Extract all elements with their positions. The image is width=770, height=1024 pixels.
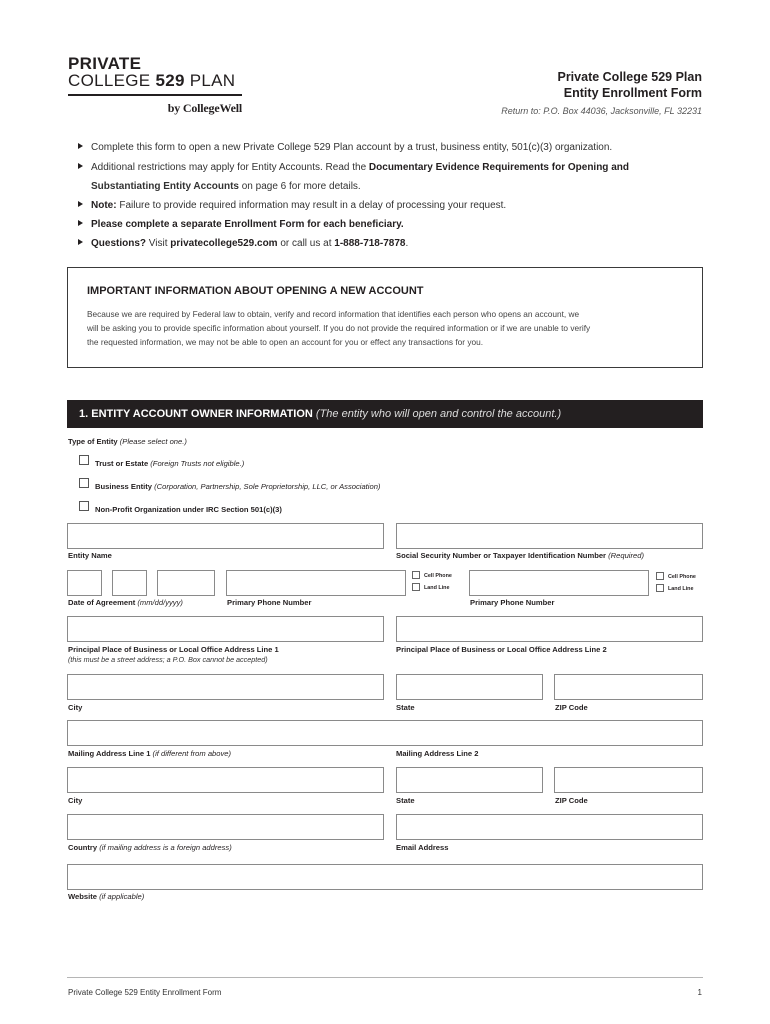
section-1-header: 1. ENTITY ACCOUNT OWNER INFORMATION (The entity who will open and control the account.) bbox=[67, 400, 703, 428]
instruction-continuation: Substantiating Entity Accounts on page 6 for more details. bbox=[91, 181, 361, 192]
logo-rule bbox=[68, 94, 242, 96]
instruction-item: Please complete a separate Enrollment Form for each beneficiary. bbox=[78, 219, 404, 230]
primary-phone-2-label: Primary Phone Number bbox=[470, 598, 555, 607]
instructions-list bbox=[78, 142, 718, 257]
phone-link[interactable]: 1-888-718-7878 bbox=[334, 238, 406, 249]
entity-name-field[interactable] bbox=[67, 523, 384, 549]
logo-line1: PRIVATE bbox=[68, 54, 142, 73]
phone-1-landline-checkbox[interactable] bbox=[412, 583, 420, 591]
phone-2-landline-label: Land Line bbox=[668, 586, 694, 592]
logo-line2: COLLEGE 529 PLAN bbox=[68, 71, 236, 90]
important-info-title: IMPORTANT INFORMATION ABOUT OPENING A NEW ACCOUNT bbox=[87, 285, 424, 297]
bullet-arrow-icon bbox=[78, 220, 83, 226]
zip-label: ZIP Code bbox=[555, 703, 588, 712]
business-entity-label: Business Entity (Corporation, Partnership, Sole Proprietorship, LLC, or Association) bbox=[95, 482, 381, 491]
ssn-tin-label: Social Security Number or Taxpayer Identification Number (Required) bbox=[396, 551, 644, 560]
form-title: Private College 529 Plan Entity Enrollment Form bbox=[557, 70, 702, 100]
mailing-state-label: State bbox=[396, 796, 415, 805]
logo bbox=[68, 55, 244, 117]
phone-2-cell-label: Cell Phone bbox=[668, 574, 696, 580]
principal-address-1-hint: (this must be a street address; a P.O. Box cannot be accepted) bbox=[68, 655, 268, 664]
bullet-arrow-icon bbox=[78, 239, 83, 245]
primary-phone-1-label: Primary Phone Number bbox=[227, 598, 312, 607]
entity-type-label: Type of Entity (Please select one.) bbox=[68, 437, 187, 446]
date-of-agreement-label: Date of Agreement (mm/dd/yyyy) bbox=[68, 598, 183, 607]
non-profit-label: Non-Profit Organization under IRC Section 501(c)(3) bbox=[95, 505, 282, 514]
city-label: City bbox=[68, 703, 83, 712]
email-field[interactable] bbox=[396, 814, 703, 840]
non-profit-checkbox[interactable] bbox=[79, 501, 89, 511]
bullet-arrow-icon bbox=[78, 143, 83, 149]
important-info-box bbox=[67, 267, 703, 368]
principal-address-2-label: Principal Place of Business or Local Office Address Line 2 bbox=[396, 645, 607, 654]
mailing-state-field[interactable] bbox=[396, 767, 543, 793]
mailing-address-1-field[interactable] bbox=[67, 720, 703, 746]
state-label: State bbox=[396, 703, 415, 712]
footer-form-name: Private College 529 Entity Enrollment Form bbox=[68, 988, 222, 997]
zip-field[interactable] bbox=[554, 674, 703, 700]
date-month-field[interactable] bbox=[67, 570, 102, 596]
phone-1-cell-label: Cell Phone bbox=[424, 573, 452, 579]
phone-2-landline-checkbox[interactable] bbox=[656, 584, 664, 592]
principal-address-1-label: Principal Place of Business or Local Office Address Line 1 bbox=[68, 645, 279, 654]
mailing-address-1-label: Mailing Address Line 1 (if different from above) bbox=[68, 749, 232, 758]
entity-name-label: Entity Name bbox=[68, 551, 112, 560]
website-link[interactable]: privatecollege529.com bbox=[170, 238, 278, 249]
phone-1-landline-label: Land Line bbox=[424, 585, 450, 591]
important-info-text: Because we are required by Federal law to obtain, verify and record information that identifies each person who opens an account, we will be asking you to provide specific information about yourself. If you do not provide the required information or if we are unable to verify the requested information, we may not be able to open an account for you or effect any transactions for you. bbox=[87, 309, 591, 348]
instruction-item: Additional restrictions may apply for Entity Accounts. Read the Documentary Evidence Requirements for Opening and bbox=[78, 162, 629, 173]
bullet-arrow-icon bbox=[78, 163, 83, 169]
instruction-item: Questions? Visit privatecollege529.com or call us at 1-888-718-7878. bbox=[78, 238, 408, 249]
website-label: Website (if applicable) bbox=[68, 892, 145, 901]
bullet-arrow-icon bbox=[78, 201, 83, 207]
city-field[interactable] bbox=[67, 674, 384, 700]
principal-address-1-field[interactable] bbox=[67, 616, 384, 642]
return-address: Return to: P.O. Box 44036, Jacksonville, FL 32231 bbox=[501, 106, 702, 116]
principal-address-2-field[interactable] bbox=[396, 616, 703, 642]
business-entity-checkbox[interactable] bbox=[79, 478, 89, 488]
primary-phone-2-field[interactable] bbox=[469, 570, 649, 596]
country-field[interactable] bbox=[67, 814, 384, 840]
primary-phone-1-field[interactable] bbox=[226, 570, 406, 596]
mailing-zip-field[interactable] bbox=[554, 767, 703, 793]
trust-estate-label: Trust or Estate (Foreign Trusts not eligible.) bbox=[95, 459, 245, 468]
email-label: Email Address bbox=[396, 843, 449, 852]
website-field[interactable] bbox=[67, 864, 703, 890]
trust-estate-checkbox[interactable] bbox=[79, 455, 89, 465]
mailing-address-2-label: Mailing Address Line 2 bbox=[396, 749, 479, 758]
date-year-field[interactable] bbox=[157, 570, 215, 596]
ssn-tin-field[interactable] bbox=[396, 523, 703, 549]
mailing-city-field[interactable] bbox=[67, 767, 384, 793]
instruction-item: Note: Failure to provide required information may result in a delay of processing your request. bbox=[78, 200, 506, 211]
state-field[interactable] bbox=[396, 674, 543, 700]
country-label: Country (if mailing address is a foreign address) bbox=[68, 843, 232, 852]
date-day-field[interactable] bbox=[112, 570, 147, 596]
instruction-item: Complete this form to open a new Private College 529 Plan account by a trust, business entity, 501(c)(3) organization. bbox=[78, 142, 612, 153]
logo-byline: by CollegeWell bbox=[167, 101, 242, 115]
phone-1-cell-checkbox[interactable] bbox=[412, 571, 420, 579]
footer-rule bbox=[67, 977, 703, 978]
mailing-city-label: City bbox=[68, 796, 83, 805]
mailing-zip-label: ZIP Code bbox=[555, 796, 588, 805]
phone-2-cell-checkbox[interactable] bbox=[656, 572, 664, 580]
page-number: 1 bbox=[697, 988, 702, 997]
